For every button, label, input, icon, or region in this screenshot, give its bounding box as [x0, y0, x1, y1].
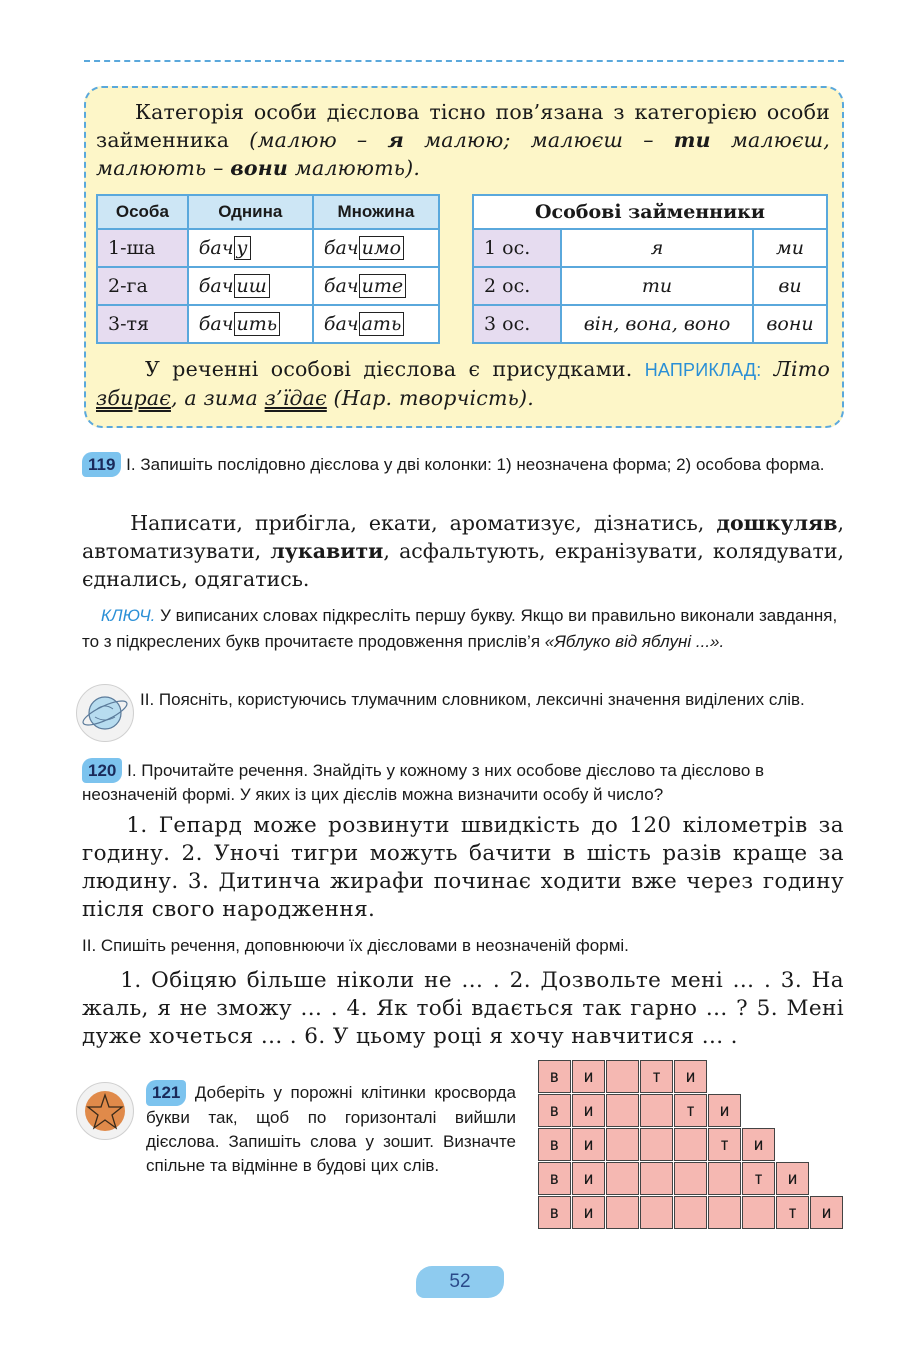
crossword-letter-cell: и	[810, 1196, 843, 1229]
table-row	[97, 229, 439, 267]
singular-pronoun: я	[561, 229, 753, 267]
crossword-empty-cell[interactable]	[606, 1128, 639, 1161]
stem: бач	[323, 275, 359, 297]
ending-box: ите	[359, 274, 407, 298]
crossword-letter-cell: т	[742, 1162, 775, 1195]
stem: бач	[198, 275, 234, 297]
pronoun-bold: вони	[230, 156, 289, 180]
stem: бач	[323, 313, 359, 335]
crossword-empty-cell[interactable]	[674, 1162, 707, 1195]
col-header: Особові займенники	[473, 195, 827, 229]
table-header-row	[473, 195, 827, 229]
plural-pronoun: вони	[753, 305, 827, 343]
verb-person-table	[96, 194, 440, 344]
rule-paragraph-2	[96, 355, 830, 412]
pronoun-table	[472, 194, 828, 344]
plural-cell	[313, 267, 439, 305]
crossword-letter-cell: и	[572, 1162, 605, 1195]
crossword-letter-cell: и	[572, 1094, 605, 1127]
task-119-words	[82, 509, 844, 593]
crossword-empty-cell[interactable]	[742, 1196, 775, 1229]
rule-example: (малюю –	[229, 128, 388, 152]
task-120-sentences	[82, 812, 844, 924]
task-121-instruction	[146, 1080, 516, 1178]
person-label: 1 ос.	[473, 229, 561, 267]
crossword-empty-cell[interactable]	[640, 1162, 673, 1195]
crossword-letter-cell: и	[572, 1128, 605, 1161]
table-row	[473, 267, 827, 305]
task-text: І. Запишіть послідовно дієслова у дві колонки: 1) неозначена форма; 2) особова форма.	[121, 455, 825, 474]
word-list: , автоматизувати,	[82, 511, 844, 563]
pronoun-bold: ти	[673, 128, 711, 152]
example-text: (Нар. творчість).	[326, 386, 534, 410]
word-list: Написати, прибігла, екати, ароматизує, дізнатись,	[130, 511, 717, 535]
rule-example: малюють).	[288, 156, 421, 180]
task-text: Доберіть у порожні клітинки кросворда букви так, щоб по горизонталі вийшли дієслова. Запишіть слова у зошит. Визначте спільне та відмінне в будові цих слів.	[146, 1083, 516, 1175]
plural-pronoun: ми	[753, 229, 827, 267]
crossword-letter-cell: т	[776, 1196, 809, 1229]
task-number-badge: 121	[146, 1080, 186, 1106]
crossword-empty-cell[interactable]	[674, 1196, 707, 1229]
sentences-text: 1. Обіцяю більше ніколи не ... . 2. Дозвольте мені ... . 3. На жаль, я не зможу ... . 4. Як тобі вдається так гарно ... ? 5. Мені дуже хочеться ... . 6. У цьому році я хочу навчитися ... .	[82, 968, 845, 1049]
rule-example: малюю; малюєш –	[404, 128, 674, 152]
crossword-letter-cell: в	[538, 1094, 571, 1127]
ending-box: иш	[234, 274, 270, 298]
stem: бач	[198, 313, 234, 335]
crossword-empty-cell[interactable]	[606, 1196, 639, 1229]
key-label: КЛЮЧ.	[100, 606, 156, 625]
crossword-empty-cell[interactable]	[708, 1162, 741, 1195]
crossword-letter-cell: и	[572, 1196, 605, 1229]
top-dashed-divider	[84, 60, 844, 62]
word-list: , асфальтують, екранізувати, колядувати, єднались, одягатись.	[82, 539, 844, 591]
crossword-empty-cell[interactable]	[606, 1162, 639, 1195]
predicate-verb: з’їдає	[264, 386, 327, 410]
crossword-empty-cell[interactable]	[640, 1196, 673, 1229]
singular-cell	[188, 229, 313, 267]
crossword-empty-cell[interactable]	[674, 1128, 707, 1161]
table-row	[97, 305, 439, 343]
crossword-letter-cell: в	[538, 1128, 571, 1161]
task-120-instruction	[82, 758, 844, 806]
key-text: У виписаних словах підкресліть першу букву. Якщо ви правильно виконали завдання, то з підкреслених букв прочитаєте продовження прислів’я	[82, 606, 838, 651]
proverb-quote: «Яблуко від яблуні ...».	[544, 632, 725, 651]
task-number-badge: 119	[82, 452, 121, 477]
person-label: 2-га	[97, 267, 188, 305]
example-text: , а зима	[170, 386, 265, 410]
stem: бач	[198, 237, 234, 259]
task-119-key	[82, 603, 844, 655]
person-label: 3 ос.	[473, 305, 561, 343]
crossword-empty-cell[interactable]	[606, 1060, 639, 1093]
example-label: НАПРИКЛАД:	[644, 360, 762, 380]
table-header-row	[97, 195, 439, 229]
col-header: Множина	[313, 195, 439, 229]
crossword-letter-cell: в	[538, 1162, 571, 1195]
person-label: 1-ша	[97, 229, 188, 267]
col-header: Особа	[97, 195, 188, 229]
rule-text: Категорія особи дієслова тісно пов’язана з категорією особи займенника	[96, 100, 830, 152]
crossword-letter-cell: т	[640, 1060, 673, 1093]
crossword-letter-cell: в	[538, 1196, 571, 1229]
task-text: І. Прочитайте речення. Знайдіть у кожному з них особове дієслово та дієслово в неозначеній формі. У яких із цих дієслів можна визначити особу й число?	[82, 761, 765, 804]
person-label: 2 ос.	[473, 267, 561, 305]
rule-text: У реченні особові дієслова є присудками.	[145, 357, 633, 381]
table-row	[473, 305, 827, 343]
ending-box: ить	[234, 312, 281, 336]
example-text: Літо	[761, 357, 830, 381]
crossword-letter-cell: т	[708, 1128, 741, 1161]
page-number: 52	[416, 1266, 504, 1298]
crossword-letter-cell: и	[742, 1128, 775, 1161]
stem: бач	[323, 237, 359, 259]
person-label: 3-тя	[97, 305, 188, 343]
crossword-empty-cell[interactable]	[640, 1128, 673, 1161]
col-header: Однина	[188, 195, 313, 229]
crossword-letter-cell: и	[572, 1060, 605, 1093]
singular-cell	[188, 305, 313, 343]
highlighted-word: дошкуляв	[716, 511, 838, 535]
singular-pronoun: він, вона, воно	[561, 305, 753, 343]
crossword-letter-cell: т	[674, 1094, 707, 1127]
crossword-letter-cell: и	[708, 1094, 741, 1127]
crossword-empty-cell[interactable]	[708, 1196, 741, 1229]
plural-cell	[313, 305, 439, 343]
crossword-letter-cell: в	[538, 1060, 571, 1093]
task-number-badge: 120	[82, 758, 122, 783]
crossword-letter-cell: и	[674, 1060, 707, 1093]
plural-pronoun: ви	[753, 267, 827, 305]
crossword-letter-cell: и	[776, 1162, 809, 1195]
rule-example: малюєш, малюють –	[96, 128, 830, 180]
ending-box: у	[234, 236, 251, 260]
ending-box: ать	[359, 312, 405, 336]
sentences-text: 1. Гепард може розвинути швидкість до 120 кілометрів за годину. 2. Уночі тигри можуть бачити в шість разів краще за людину. 3. Дитинча жирафи починає ходити вже через годину після свого народження.	[82, 813, 845, 922]
rule-paragraph-1	[96, 98, 830, 182]
crossword-empty-cell[interactable]	[606, 1094, 639, 1127]
singular-pronoun: ти	[561, 267, 753, 305]
highlighted-word: лукавити	[270, 539, 384, 563]
table-row	[473, 229, 827, 267]
ending-box: имо	[359, 236, 404, 260]
task-119-part2: ІІ. Поясніть, користуючись тлумачним словником, лексичні значення виділених слів.	[140, 690, 805, 709]
globe-book-icon	[76, 684, 134, 742]
crossword-empty-cell[interactable]	[640, 1094, 673, 1127]
predicate-verb: збирає	[96, 386, 171, 410]
task-119-instruction	[82, 452, 844, 477]
star-icon	[76, 1082, 134, 1140]
pronoun-bold: я	[387, 128, 405, 152]
task-120-part2: ІІ. Спишіть речення, доповнюючи їх дієсловами в неозначеній формі.	[82, 936, 629, 955]
plural-cell	[313, 229, 439, 267]
task-120-sentences2	[82, 967, 844, 1051]
singular-cell	[188, 267, 313, 305]
table-row	[97, 267, 439, 305]
